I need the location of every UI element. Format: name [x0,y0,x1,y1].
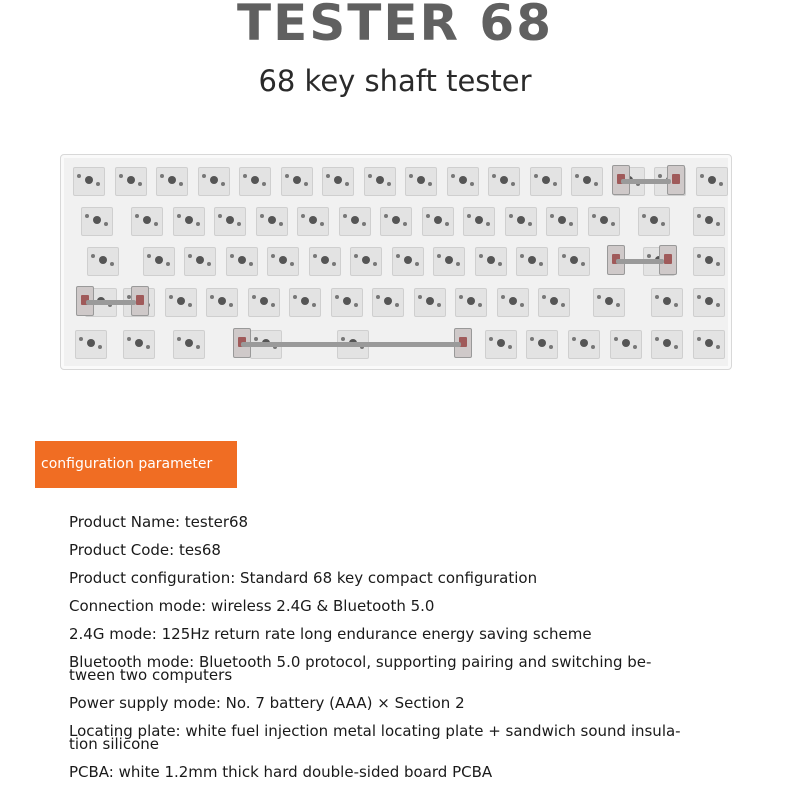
switch-socket [198,167,230,196]
switch-socket [447,167,479,196]
param-bluetooth-mode: Bluetooth mode: Bluetooth 5.0 protocol, supporting pairing and switching be- tween two computers [69,653,652,684]
stabilizer-wire [616,259,664,264]
switch-socket [115,167,147,196]
switch-socket [173,207,205,236]
param-connection-mode: Connection mode: wireless 2.4G & Bluetooth 5.0 [69,597,435,615]
switch-socket [248,288,280,317]
switch-socket [651,330,683,359]
switch-socket [156,167,188,196]
switch-socket [546,207,578,236]
param-product-configuration: Product configuration: Standard 68 key compact configuration [69,569,538,587]
switch-socket [651,288,683,317]
param-power-supply: Power supply mode: No. 7 battery (AAA) × Section 2 [69,694,465,712]
switch-socket [571,167,603,196]
switch-socket [289,288,321,317]
switch-socket [405,167,437,196]
keyboard-plate-image [60,154,732,370]
switch-socket [488,167,520,196]
switch-socket [214,207,246,236]
switch-socket [143,247,175,276]
switch-socket [339,207,371,236]
param-pcba: PCBA: white 1.2mm thick hard double-sided board PCBA [69,763,493,781]
switch-socket [526,330,558,359]
switch-socket [206,288,238,317]
switch-socket [485,330,517,359]
switch-socket [693,330,725,359]
stabilizer-wire [241,342,461,347]
switch-socket [422,207,454,236]
switch-socket [455,288,487,317]
switch-socket [414,288,446,317]
switch-socket [693,288,725,317]
switch-socket [638,207,670,236]
switch-socket [173,330,205,359]
switch-socket [123,330,155,359]
switch-socket [568,330,600,359]
switch-socket [87,247,119,276]
switch-socket [696,167,728,196]
switch-socket [475,247,507,276]
switch-socket [693,207,725,236]
switch-socket [131,207,163,236]
switch-socket [297,207,329,236]
switch-socket [322,167,354,196]
product-subtitle: 68 key shaft tester [258,64,532,98]
switch-socket [530,167,562,196]
switch-socket [593,288,625,317]
stabilizer-wire [621,179,671,184]
switch-socket [256,207,288,236]
switch-socket [239,167,271,196]
param-24g-mode: 2.4G mode: 125Hz return rate long endurance energy saving scheme [69,625,592,643]
switch-socket [75,330,107,359]
parameter-list [69,513,759,794]
switch-socket [538,288,570,317]
switch-socket [184,247,216,276]
switch-socket [81,207,113,236]
switch-socket [364,167,396,196]
stabilizer-wire [86,300,136,305]
param-product-name: Product Name: tester68 [69,513,249,531]
switch-socket [380,207,412,236]
switch-socket [372,288,404,317]
switch-socket [463,207,495,236]
switch-socket [331,288,363,317]
switch-socket [350,247,382,276]
switch-socket [267,247,299,276]
param-locating-plate: Locating plate: white fuel injection metal locating plate + sandwich sound insula- tion silicone [69,722,681,753]
switch-socket [433,247,465,276]
product-title: TESTER 68 [236,0,554,52]
switch-socket [281,167,313,196]
switch-socket [392,247,424,276]
switch-socket [73,167,105,196]
switch-socket [693,247,725,276]
param-product-code: Product Code: tes68 [69,541,221,559]
switch-socket [610,330,642,359]
switch-socket [505,207,537,236]
switch-socket [588,207,620,236]
switch-socket [497,288,529,317]
switch-socket [558,247,590,276]
configuration-parameter-badge: configuration parameter [35,441,237,488]
switch-socket [226,247,258,276]
switch-socket [516,247,548,276]
switch-socket [165,288,197,317]
switch-socket [309,247,341,276]
